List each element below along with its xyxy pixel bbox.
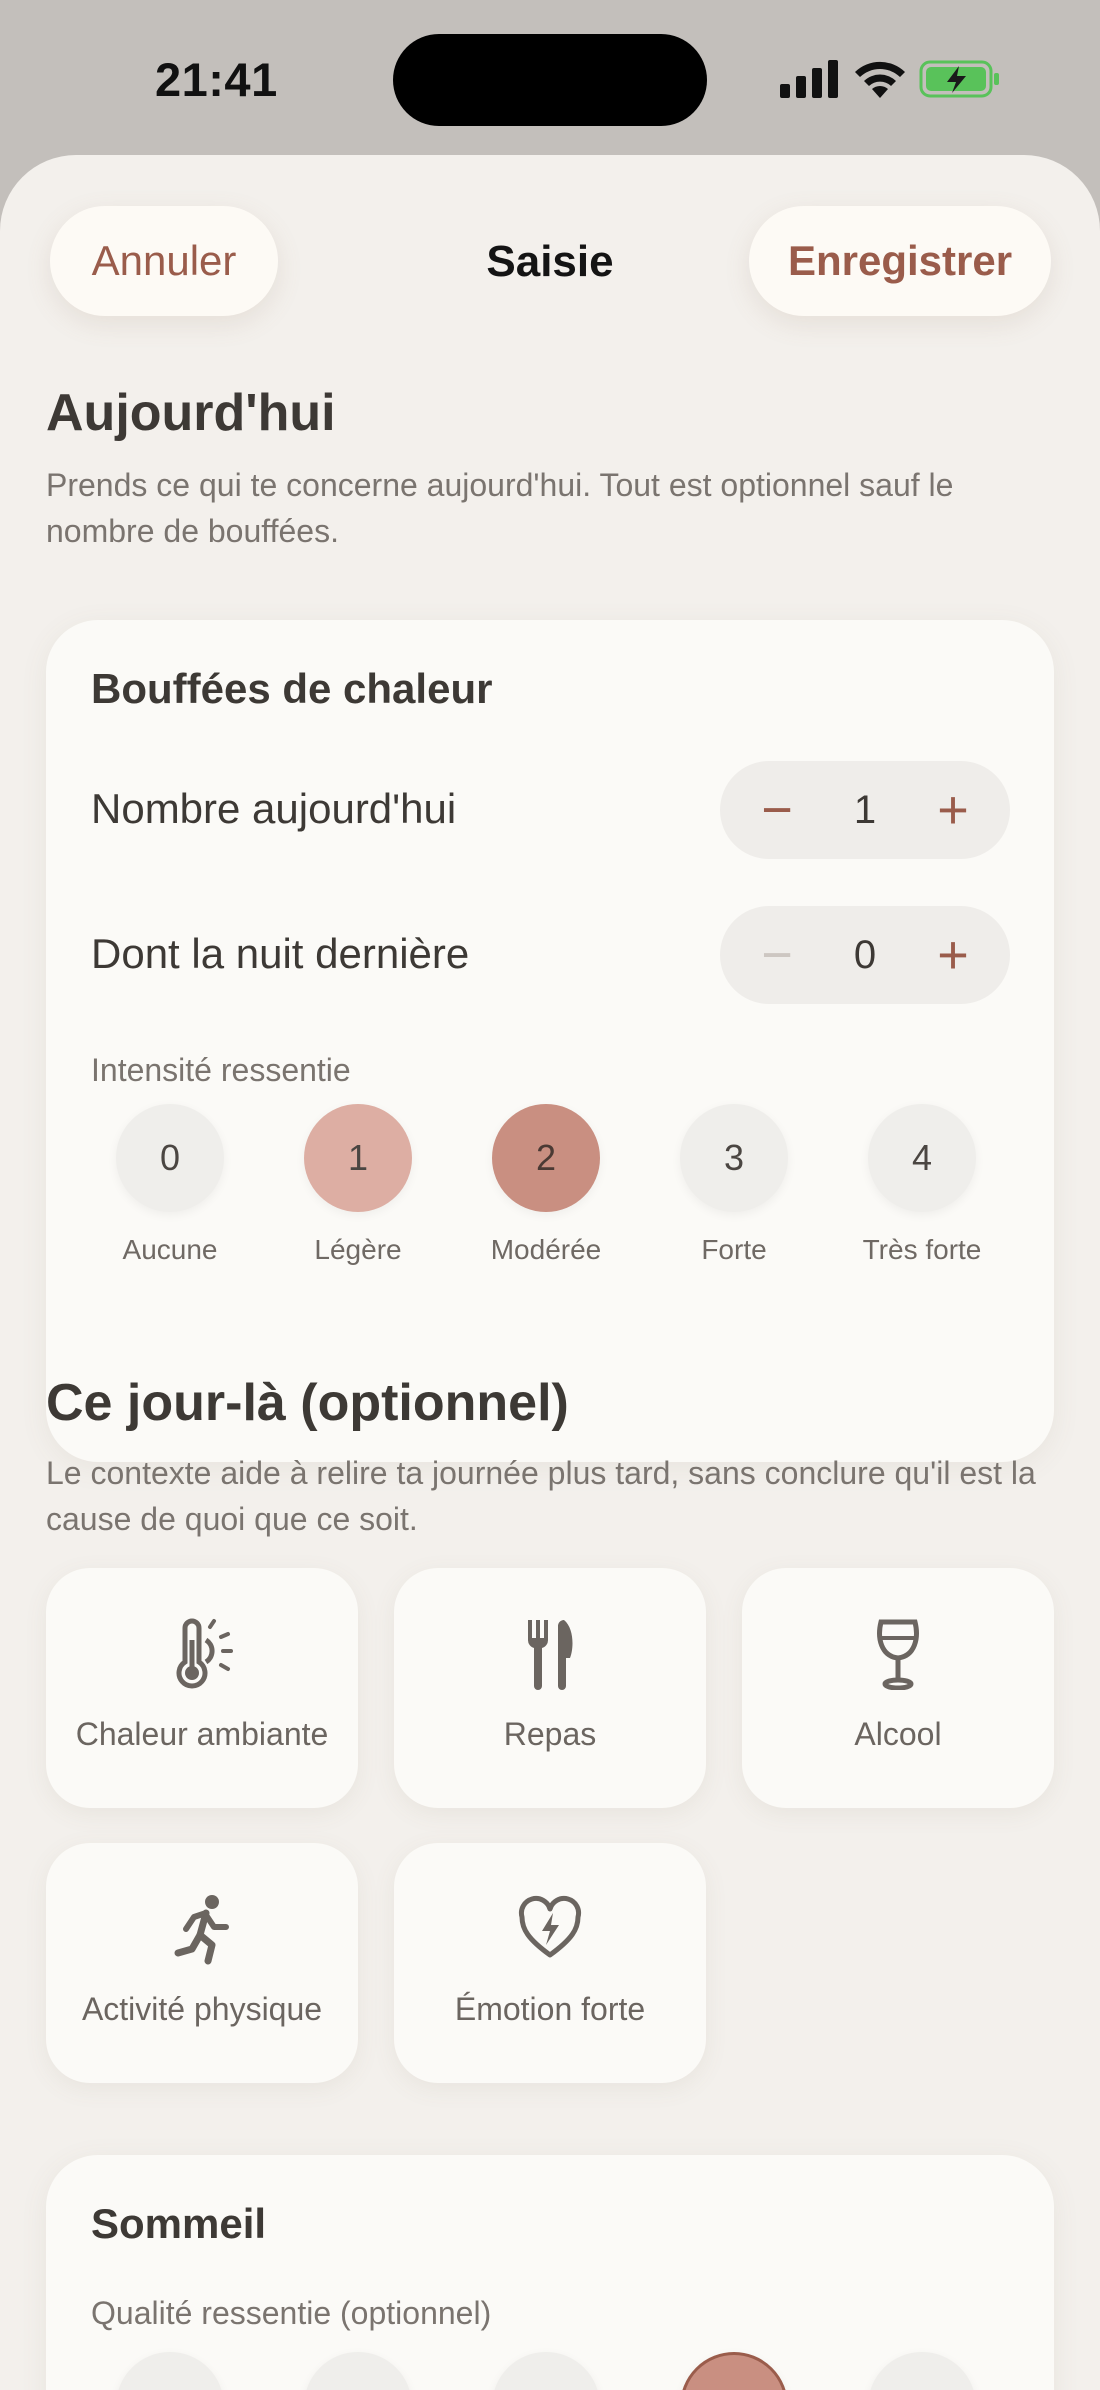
sleep-quality-circle bbox=[492, 2352, 600, 2390]
sleep-quality-label: Qualité ressentie (optionnel) bbox=[91, 2295, 492, 2331]
hot-flashes-title: Bouffées de chaleur bbox=[91, 665, 493, 712]
context-tile-label: Chaleur ambiante bbox=[75, 1716, 329, 1752]
context-tile-strong-emotion[interactable] bbox=[394, 1843, 706, 2083]
thermometer-sun-icon bbox=[167, 1618, 237, 1694]
context-tile-physical-activity[interactable] bbox=[46, 1843, 358, 2083]
count-today-stepper bbox=[720, 761, 1010, 859]
count-today-increment-button[interactable]: + bbox=[937, 780, 969, 840]
intensity-option-4[interactable] bbox=[828, 1104, 1016, 1266]
context-description: Le contexte aide à relire ta journée plus tard, sans conclure qu'il est la cause de quoi que ce soit. bbox=[46, 1455, 1036, 1537]
context-tile-meal[interactable] bbox=[394, 1568, 706, 1808]
context-tile-label: Activité physique bbox=[81, 1991, 323, 2027]
sleep-quality-option[interactable] bbox=[828, 2352, 1016, 2390]
cancel-button[interactable]: Annuler bbox=[50, 206, 278, 316]
context-tile-label: Alcool bbox=[854, 1716, 942, 1752]
intensity-option-2-selected[interactable] bbox=[452, 1104, 640, 1266]
status-time: 21:41 bbox=[155, 53, 278, 106]
intensity-caption: Aucune bbox=[122, 1234, 218, 1265]
intensity-caption: Légère bbox=[314, 1234, 402, 1265]
sleep-quality-option[interactable] bbox=[264, 2352, 452, 2390]
context-tile-ambient-heat[interactable] bbox=[46, 1568, 358, 1808]
intensity-caption: Très forte bbox=[862, 1234, 982, 1265]
count-today-label: Nombre aujourd'hui bbox=[91, 785, 457, 832]
sleep-quality-option-selected[interactable] bbox=[640, 2352, 828, 2390]
cellular-signal-icon bbox=[780, 60, 838, 98]
intensity-option-1[interactable] bbox=[264, 1104, 452, 1266]
intensity-caption: Modérée bbox=[490, 1234, 602, 1265]
context-tile-label: Émotion forte bbox=[454, 1991, 646, 2027]
running-person-icon bbox=[172, 1893, 232, 1965]
sleep-quality-circle bbox=[304, 2352, 412, 2390]
intensity-label: Intensité ressentie bbox=[91, 1052, 351, 1088]
fork-knife-icon bbox=[520, 1618, 580, 1690]
today-description: Prends ce qui te concerne aujourd'hui. Tout est optionnel sauf le nombre de bouffées. bbox=[46, 467, 954, 549]
dynamic-island bbox=[393, 34, 707, 126]
count-night-increment-button[interactable]: + bbox=[937, 925, 969, 985]
count-night-value: 0 bbox=[853, 933, 877, 977]
sleep-quality-circle bbox=[680, 2352, 788, 2390]
intensity-circle: 4 bbox=[868, 1104, 976, 1212]
sleep-quality-option[interactable] bbox=[76, 2352, 264, 2390]
intensity-circle: 1 bbox=[304, 1104, 412, 1212]
context-tile-alcohol[interactable] bbox=[742, 1568, 1054, 1808]
today-title: Aujourd'hui bbox=[46, 384, 336, 442]
count-night-label: Dont la nuit dernière bbox=[91, 930, 470, 977]
sleep-title: Sommeil bbox=[91, 2200, 267, 2247]
sleep-quality-circle bbox=[868, 2352, 976, 2390]
intensity-circle: 0 bbox=[116, 1104, 224, 1212]
sleep-quality-option[interactable] bbox=[452, 2352, 640, 2390]
context-title: Ce jour-là (optionnel) bbox=[46, 1374, 569, 1432]
intensity-option-0[interactable] bbox=[76, 1104, 264, 1266]
count-today-decrement-button[interactable]: − bbox=[761, 780, 793, 840]
sleep-quality-circle bbox=[116, 2352, 224, 2390]
heart-bolt-icon bbox=[518, 1893, 582, 1965]
entry-sheet bbox=[0, 155, 1100, 2390]
count-night-stepper bbox=[720, 906, 1010, 1004]
wifi-icon bbox=[853, 58, 907, 100]
status-bar bbox=[0, 0, 1100, 150]
sheet-title: Saisie bbox=[486, 237, 614, 286]
intensity-circle: 3 bbox=[680, 1104, 788, 1212]
intensity-option-3[interactable] bbox=[640, 1104, 828, 1266]
intensity-caption: Forte bbox=[701, 1234, 767, 1265]
count-night-decrement-button[interactable]: − bbox=[761, 925, 793, 985]
wine-glass-icon bbox=[873, 1618, 923, 1690]
intensity-circle: 2 bbox=[492, 1104, 600, 1212]
save-button[interactable]: Enregistrer bbox=[749, 206, 1051, 316]
hot-flashes-card bbox=[46, 620, 1054, 1462]
sleep-card bbox=[46, 2155, 1054, 2390]
count-today-value: 1 bbox=[853, 788, 877, 832]
battery-charging-icon bbox=[919, 58, 1001, 100]
context-tile-label: Repas bbox=[503, 1716, 597, 1752]
